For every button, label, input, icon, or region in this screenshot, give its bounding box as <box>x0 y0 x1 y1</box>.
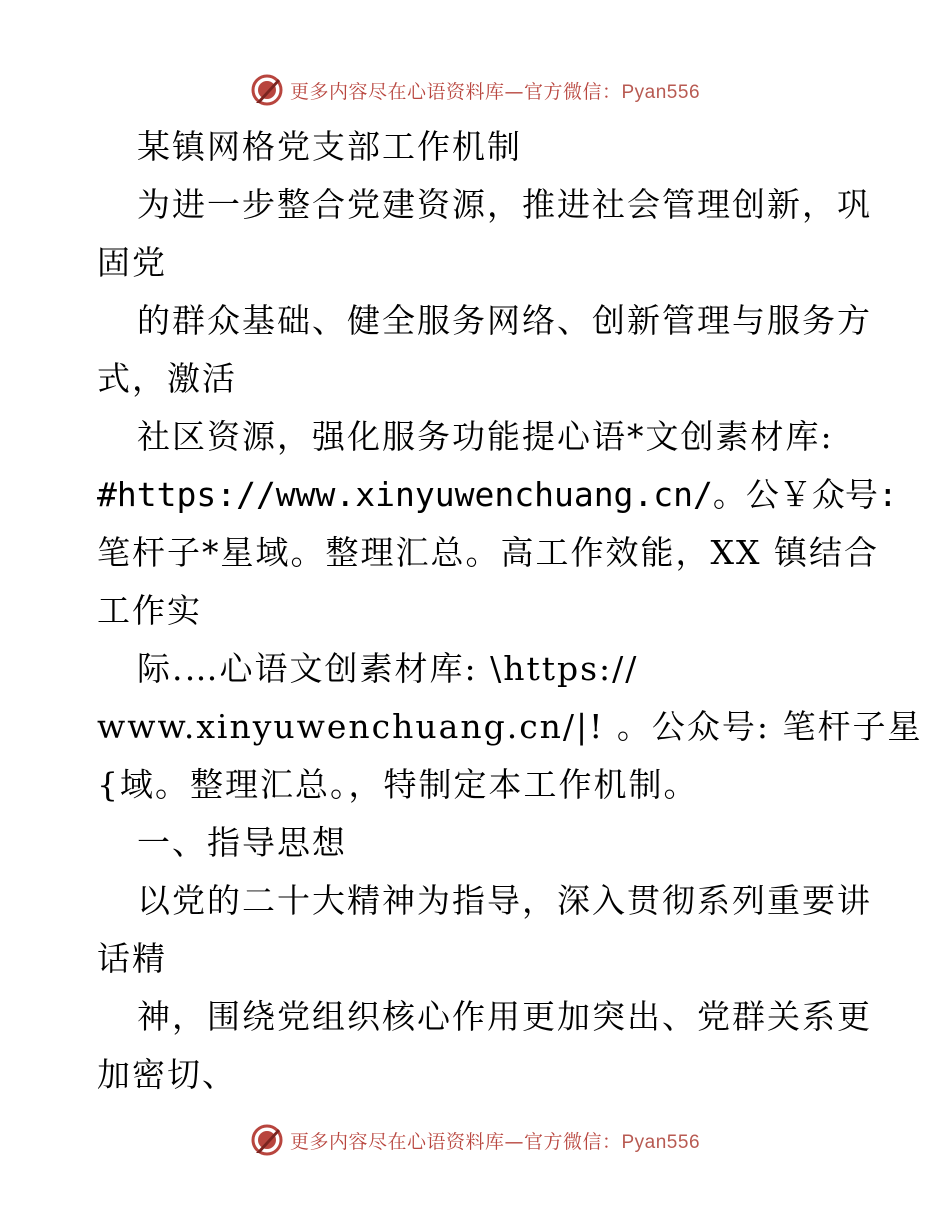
paragraph-line: 笔杆子*星域。整理汇总。高工作效能，XX 镇结合 <box>97 533 879 572</box>
paragraph-line: 话精 <box>97 939 167 978</box>
watermark-text: 更多内容尽在心语资料库—官方微信：Pyan556 <box>289 1130 701 1153</box>
paragraph-line: 的群众基础、健全服务网络、创新管理与服务方 <box>137 301 872 340</box>
paragraph-line: 工作实 <box>97 591 202 630</box>
header-watermark-banner <box>0 70 950 110</box>
quill-pen-seal-icon <box>250 1123 284 1157</box>
section-heading: 一、指导思想 <box>137 823 347 862</box>
paragraph-line: #https://www.xinyuwenchuang.cn/。公￥众号: <box>97 475 898 514</box>
paragraph-line: 际.…心语文创素材库: \https:// <box>137 649 639 688</box>
paragraph-line: 加密切、 <box>97 1055 237 1094</box>
paragraph-line: 社区资源，强化服务功能提心语*文创素材库: <box>137 417 834 456</box>
paragraph-line: www.xinyuwenchuang.cn/|! 。公众号: 笔杆子星 <box>97 707 923 746</box>
paragraph-line: 以党的二十大精神为指导，深入贯彻系列重要讲 <box>137 881 872 920</box>
paragraph-line: {域。整理汇总。，特制定本工作机制。 <box>97 765 699 804</box>
paragraph-line: 为进一步整合党建资源，推进社会管理创新，巩 <box>137 185 872 224</box>
paragraph-line: 神，围绕党组织核心作用更加突出、党群关系更 <box>137 997 872 1036</box>
document-body <box>97 118 923 1104</box>
quill-pen-seal-icon <box>250 73 284 107</box>
footer-watermark-banner <box>0 1120 950 1160</box>
document-title: 某镇网格党支部工作机制 <box>137 127 522 166</box>
paragraph-line: 固党 <box>97 243 167 282</box>
paragraph-line: 式，激活 <box>97 359 237 398</box>
watermark-text: 更多内容尽在心语资料库—官方微信：Pyan556 <box>289 80 701 103</box>
